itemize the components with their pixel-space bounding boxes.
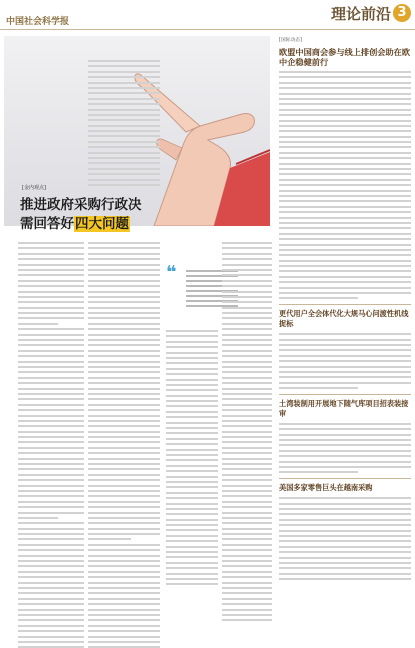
- quote-mark-icon: ❝: [166, 262, 177, 283]
- body-column-3: [166, 330, 218, 589]
- sidebar-news: [279, 36, 411, 644]
- sidebar-story-2: [279, 333, 411, 389]
- headline-part-2: 需回答好: [20, 216, 74, 232]
- paper-name: 中国社会科学报: [6, 17, 70, 27]
- section-title: 理论前沿: [330, 5, 391, 23]
- sidebar-headline-2: 更代用户全会体代化大规马心问渡性机线捉标: [279, 309, 409, 329]
- sidebar-divider-1: [279, 304, 411, 305]
- body-column-2: [88, 60, 160, 189]
- sidebar-story-3: [279, 423, 411, 474]
- body-column-1: [18, 242, 84, 648]
- sidebar-headline-1: 欧盟中国商会参与线上排创会助在欧中企稳健前行: [279, 47, 411, 67]
- headline-line-2: [20, 215, 142, 234]
- sidebar-divider-3: [279, 478, 411, 479]
- article-headline: [20, 196, 142, 234]
- masthead: [0, 0, 415, 30]
- sidebar-headline-4: 美国多家零售巨头在越南采购: [279, 483, 373, 493]
- sidebar-divider-2: [279, 394, 411, 395]
- body-column-4: [222, 242, 272, 625]
- body-column-2b: [88, 242, 160, 648]
- image-tag: [金内观点]: [22, 185, 46, 191]
- sidebar-story-4: [279, 497, 411, 580]
- headline-highlight: 四大问题: [75, 216, 129, 232]
- page-number-badge: 3: [393, 4, 411, 22]
- sidebar-story-1: [279, 71, 411, 299]
- sidebar-column-label: [国际动态]: [279, 38, 302, 43]
- sidebar-headline-3: 土湾装制用开展地下随气库项目招表装接审: [279, 398, 409, 418]
- headline-line-1: 推进政府采购行政决: [20, 197, 142, 213]
